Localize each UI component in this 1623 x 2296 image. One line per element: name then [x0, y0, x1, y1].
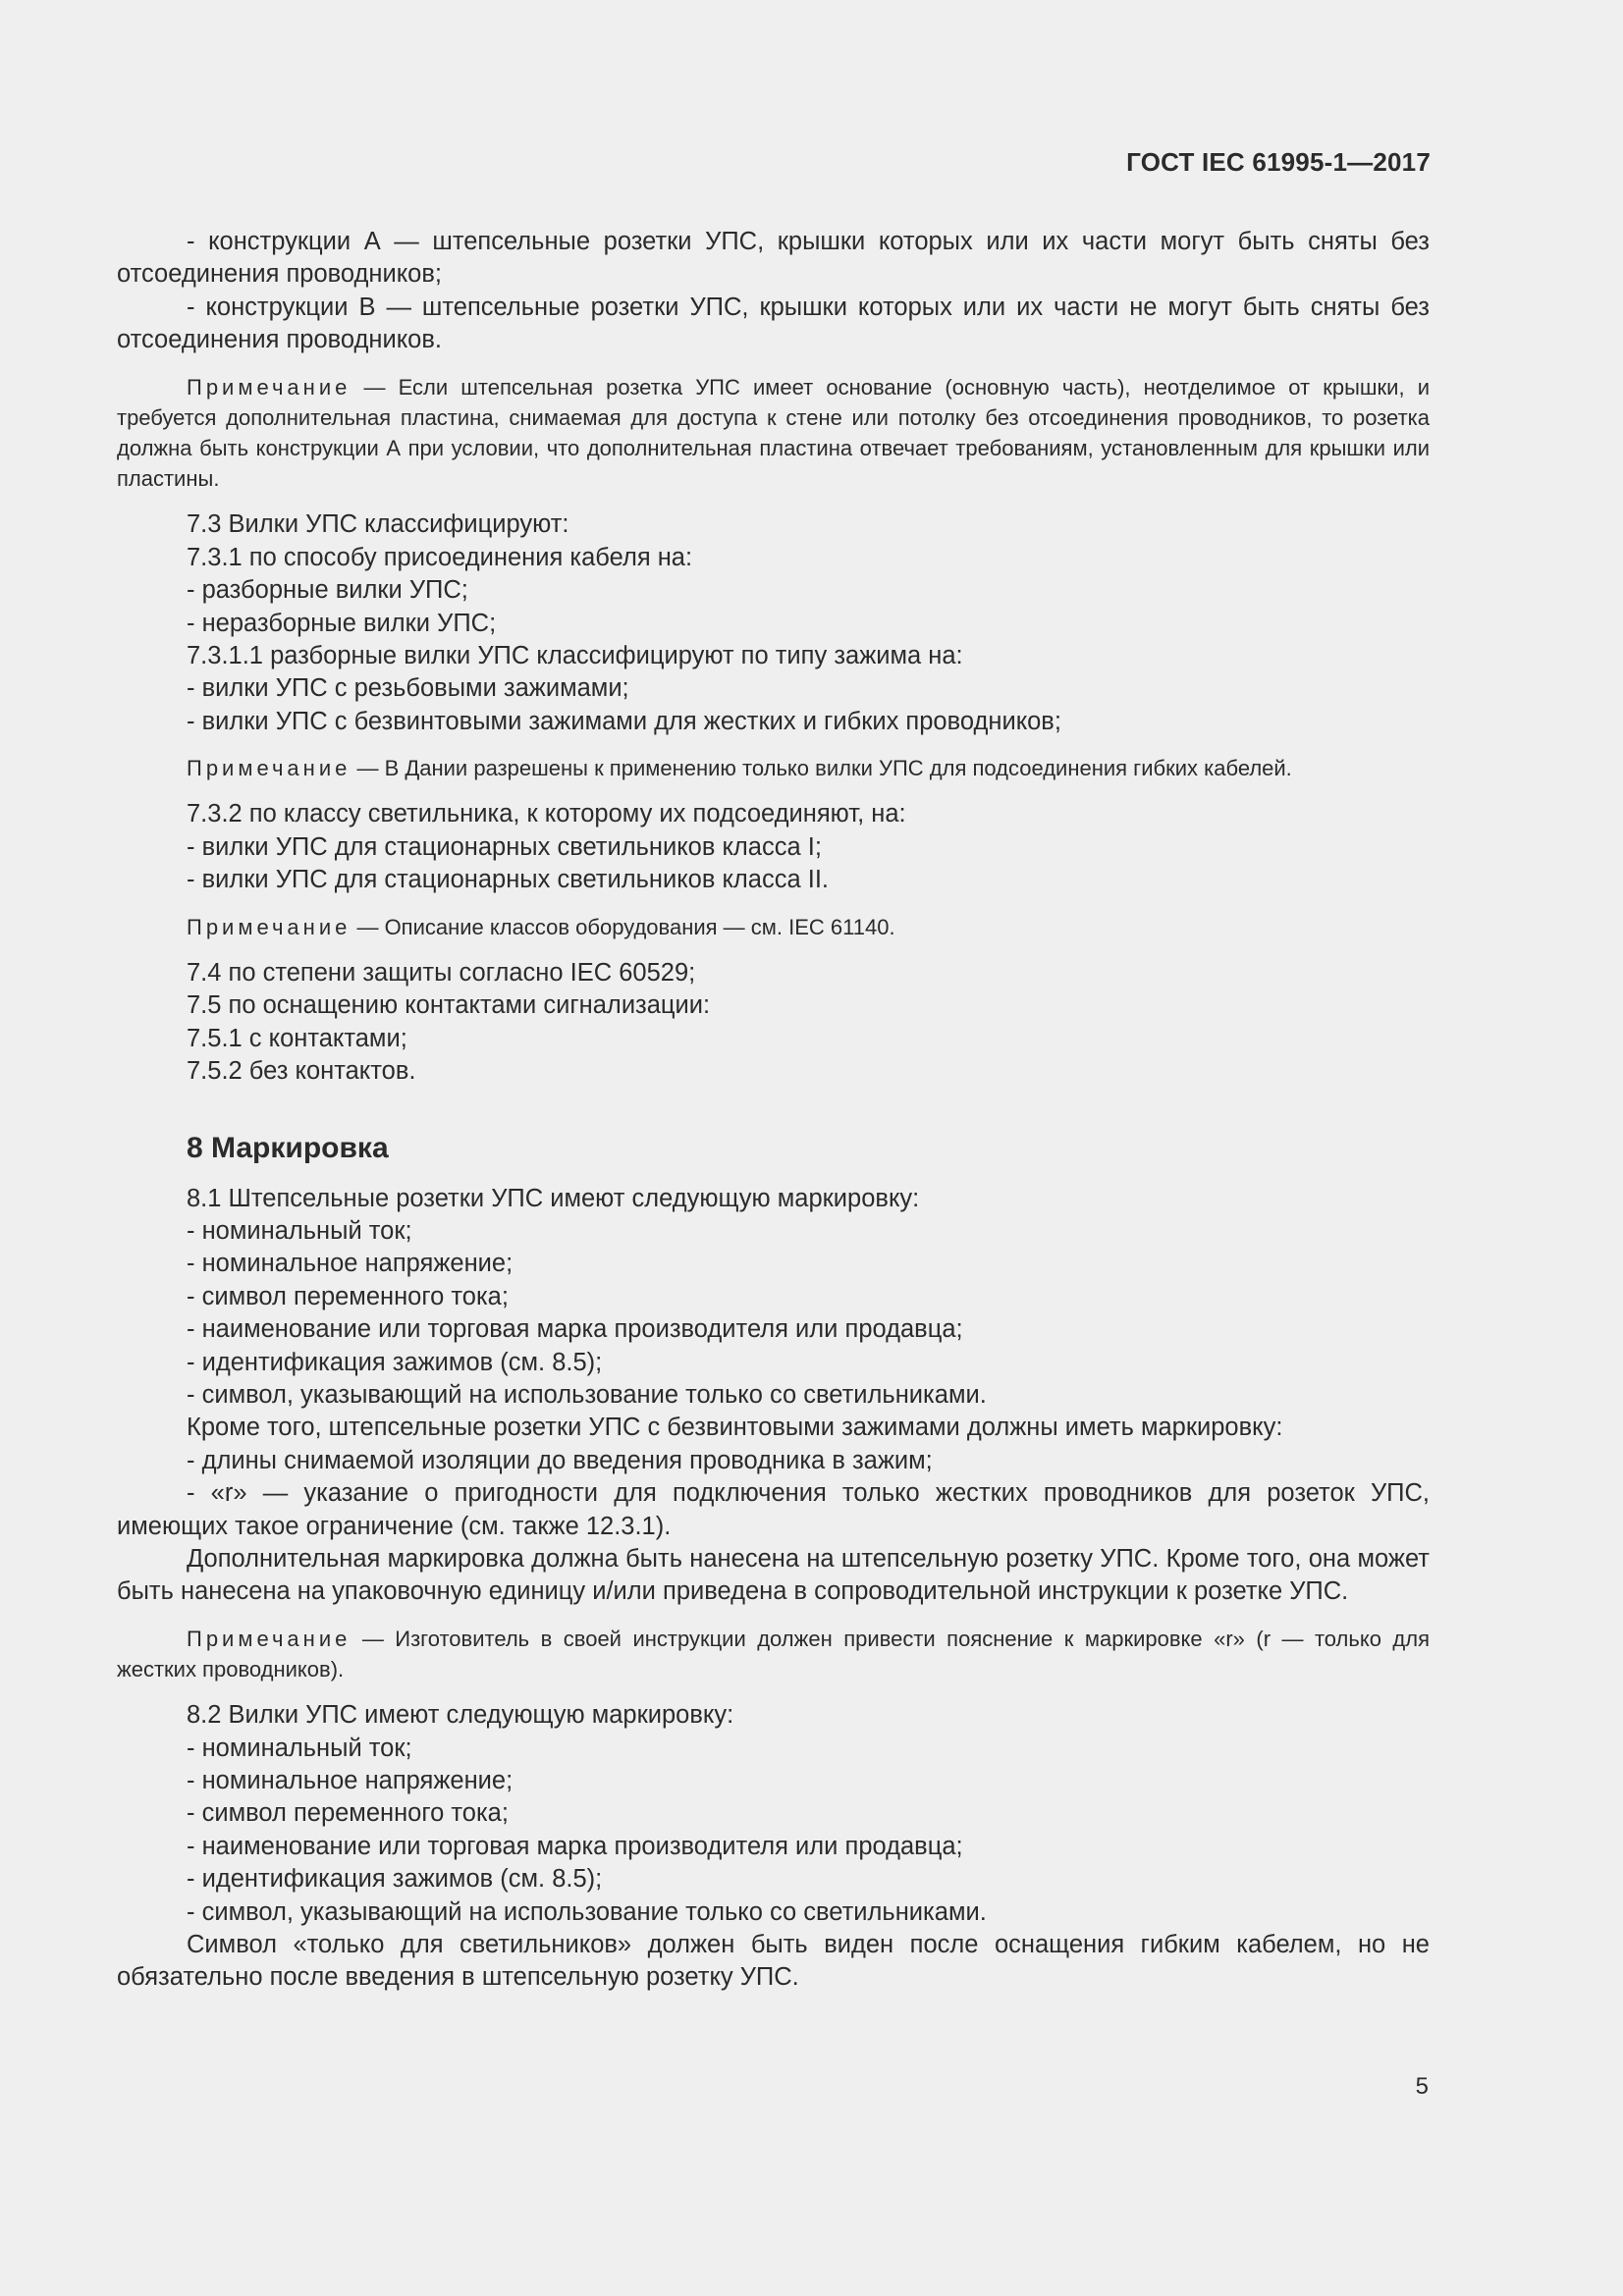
list-item: - номинальный ток;	[187, 1216, 412, 1245]
paragraph: 7.5.2 без контактов.	[187, 1057, 416, 1086]
list-item: - разборные вилки УПС;	[187, 576, 468, 605]
list-item: - наименование или торговая марка производителя или продавца;	[187, 1832, 963, 1860]
section-heading: 8 Маркировка	[187, 1131, 389, 1164]
list-item: - длины снимаемой изоляции до введения проводника в зажим;	[187, 1446, 933, 1474]
list-item: - вилки УПС с резьбовыми зажимами;	[187, 674, 629, 703]
note-3	[117, 912, 1430, 942]
note-label: Примечание	[187, 914, 352, 939]
document-code: ГОСТ IEC 61995-1—2017	[1126, 147, 1431, 177]
list-item: - номинальный ток;	[187, 1734, 412, 1762]
note-label: Примечание	[187, 374, 352, 400]
list-item: - номинальное напряжение;	[187, 1250, 514, 1278]
list-item: - вилки УПС для стационарных светильников класса II.	[187, 866, 829, 894]
paragraph: 7.3.1 по способу присоединения кабеля на:	[187, 543, 693, 571]
list-item: - символ, указывающий на использование только со светильниками.	[187, 1380, 987, 1409]
list-item: - идентификация зажимов (см. 8.5);	[187, 1348, 603, 1376]
paragraph: 7.5.1 с контактами;	[187, 1024, 407, 1052]
plug-marking	[117, 1699, 1430, 1995]
note-1	[117, 372, 1430, 495]
list-item: - неразборные вилки УПС;	[187, 609, 497, 637]
list-item: - «r» — указание о пригодности для подключения только жестких проводников для розеток УПС, имеющих такое ограничение (см. также 12.3.1).	[117, 1479, 1430, 1540]
luminaire-class-list	[117, 798, 1430, 896]
paragraph: 7.4 по степени защиты согласно IEC 60529;	[187, 958, 696, 987]
paragraph: Кроме того, штепсельные розетки УПС с безвинтовыми зажимами должны иметь маркировку:	[187, 1414, 1283, 1442]
list-item: - вилки УПС с безвинтовыми зажимами для жестких и гибких проводников;	[187, 707, 1061, 735]
protection-and-contacts	[117, 957, 1430, 1089]
note-text: — Изготовитель в своей инструкции должен привести пояснение к маркировке «r» (r — только для жестких проводников).	[117, 1626, 1430, 1682]
paragraph: 8.2 Вилки УПС имеют следующую маркировку:	[187, 1701, 734, 1730]
list-item: - вилки УПС для стационарных светильников класса I;	[187, 832, 822, 861]
note-text: — Описание классов оборудования — см. IEC 61140.	[351, 914, 895, 939]
paragraph: - конструкции А — штепсельные розетки УПС, крышки которых или их части могут быть сняты без отсоединения проводников;	[117, 228, 1430, 289]
paragraph: - конструкции В — штепсельные розетки УПС, крышки которых или их части не могут быть сняты без отсоединения проводников.	[117, 293, 1430, 354]
construction-list	[117, 226, 1430, 357]
plug-classification	[117, 508, 1430, 738]
paragraph: 8.1 Штепсельные розетки УПС имеют следующую маркировку:	[187, 1184, 920, 1212]
list-item: - символ, указывающий на использование только со светильниками.	[187, 1897, 987, 1926]
paragraph: Символ «только для светильников» должен быть виден после оснащения гибким кабелем, но не обязательно после введения в штепсельную розетку УПС.	[117, 1931, 1430, 1992]
paragraph: Дополнительная маркировка должна быть нанесена на штепсельную розетку УПС. Кроме того, она может быть нанесена на упаковочную единицу и/или приведена в сопроводительной инструкции к розетке УПС.	[117, 1545, 1430, 1606]
list-item: - символ переменного тока;	[187, 1282, 509, 1310]
page-number: 5	[1415, 2073, 1429, 2100]
paragraph: 7.5 по оснащению контактами сигнализации:	[187, 991, 711, 1020]
page-content	[117, 226, 1430, 1995]
note-text: — Если штепсельная розетка УПС имеет основание (основную часть), неотделимое от крышки, и требуется дополнительная пластина, снимаемая для доступа к стене или потолку без отсоединения проводников, то розетка должна быть конструкции А при условии, что дополнительная пластина отвечает требованиям, установленным для крышки или пластины.	[117, 374, 1430, 492]
socket-marking	[117, 1183, 1430, 1609]
note-4	[117, 1624, 1430, 1684]
list-item: - идентификация зажимов (см. 8.5);	[187, 1865, 603, 1894]
note-2	[117, 753, 1430, 783]
paragraph: 7.3 Вилки УПС классифицируют:	[187, 510, 569, 539]
note-label: Примечание	[187, 1626, 352, 1651]
list-item: - номинальное напряжение;	[187, 1767, 514, 1795]
note-label: Примечание	[187, 756, 352, 781]
paragraph: 7.3.1.1 разборные вилки УПС классифицируют по типу зажима на:	[187, 642, 963, 670]
list-item: - наименование или торговая марка производителя или продавца;	[187, 1315, 963, 1344]
paragraph: 7.3.2 по классу светильника, к которому их подсоединяют, на:	[187, 800, 906, 828]
list-item: - символ переменного тока;	[187, 1799, 509, 1828]
note-text: — В Дании разрешены к применению только вилки УПС для подсоединения гибких кабелей.	[351, 756, 1292, 781]
